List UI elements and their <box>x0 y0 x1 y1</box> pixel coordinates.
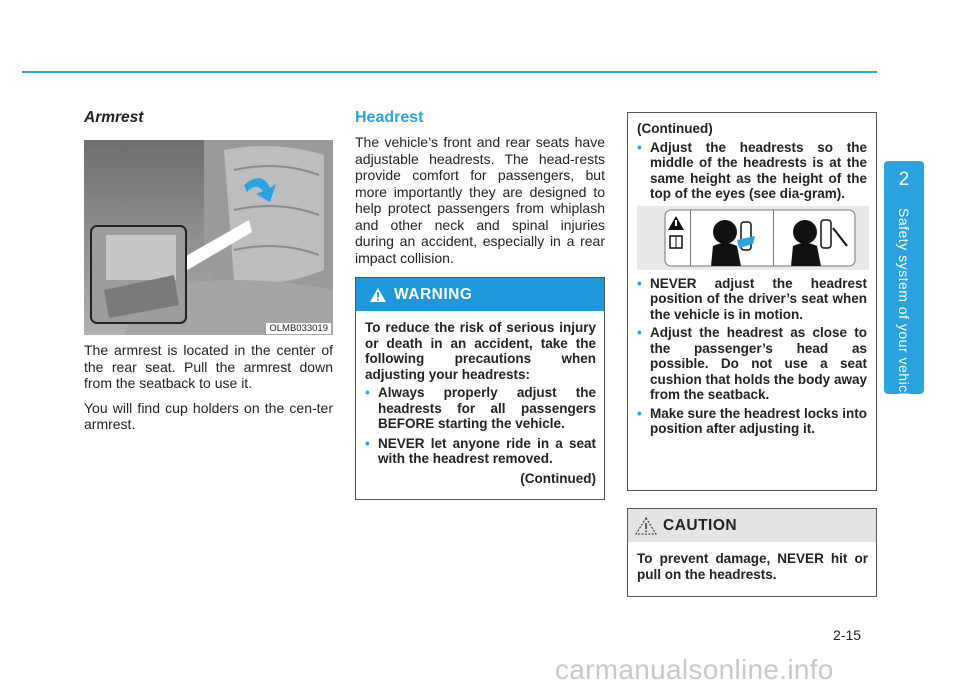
rear-seat-illustration <box>84 140 333 335</box>
armrest-paragraph-2: You will find cup holders on the cen-ter armrest. <box>84 399 333 432</box>
top-rule <box>22 71 877 73</box>
warning-icon <box>370 288 386 302</box>
bullet-dot: • <box>637 275 642 291</box>
armrest-paragraph-1: The armrest is located in the center of the rear seat. Pull the armrest down from the seatback to use it. <box>84 342 333 391</box>
armrest-photo <box>84 140 333 335</box>
armrest-heading: Armrest <box>84 109 144 126</box>
warning-content <box>356 311 604 486</box>
continued-heading: (Continued) <box>637 121 713 136</box>
continued-item: • Adjust the headrest as close to the passenger’s head as possible. Do not use a seat cushion that holds the body away from the seatback. <box>637 325 867 402</box>
warning-item: • Always properly adjust the headrests for all passengers BEFORE starting the vehicle. <box>365 385 596 431</box>
image-code: OLMB033019 <box>266 323 331 334</box>
headrest-position-diagram <box>637 206 869 270</box>
caution-box <box>627 508 877 597</box>
headrest-diagram <box>637 206 869 270</box>
bullet-dot: • <box>365 435 370 451</box>
continued-item: • Adjust the headrests so the middle of the headrests is at the same height as the height of the top of the eyes (see dia-gram). <box>637 139 867 201</box>
bullet-dot: • <box>365 385 370 400</box>
headrest-heading: Headrest <box>355 109 424 126</box>
page-number: 2-15 <box>833 627 862 643</box>
bullet-dot: • <box>637 405 642 421</box>
warning-continued: (Continued) <box>520 470 596 486</box>
warning-item: • NEVER let anyone ride in a seat with the headrest removed. <box>365 435 596 466</box>
continued-item: • NEVER adjust the headrest position of the driver’s seat when the vehicle is in motion. <box>637 275 867 322</box>
caution-label: CAUTION <box>663 516 738 534</box>
continued-warning-box <box>627 112 877 491</box>
caution-header <box>628 509 876 542</box>
bullet-dot: • <box>637 325 642 340</box>
warning-header <box>356 278 604 311</box>
warning-label: WARNING <box>394 285 473 303</box>
caution-text: To prevent damage, NEVER hit or pull on the headrests. <box>637 551 868 582</box>
continued-item: • Make sure the headrest locks into position after adjusting it. <box>637 405 867 436</box>
bullet-dot: • <box>637 139 642 155</box>
watermark: carmanualsonline.info <box>555 654 834 685</box>
warning-intro: To reduce the risk of serious injury or death in an accident, take the following precautions when adjusting your headrests: <box>365 320 596 382</box>
headrest-paragraph: The vehicle’s front and rear seats have adjustable headrests. The head-rests provide comfort for passengers, but more importantly they are designed to help protect passengers from whiplash and other neck and spinal injuries during an accident, especially in a rear impact collision. <box>355 134 605 266</box>
chapter-title: Safety system of your vehicle <box>896 208 912 405</box>
armrest-text <box>84 342 333 441</box>
caution-icon <box>635 517 657 535</box>
warning-box <box>355 277 605 500</box>
chapter-number: 2 <box>898 169 910 190</box>
chapter-tab <box>884 161 924 405</box>
